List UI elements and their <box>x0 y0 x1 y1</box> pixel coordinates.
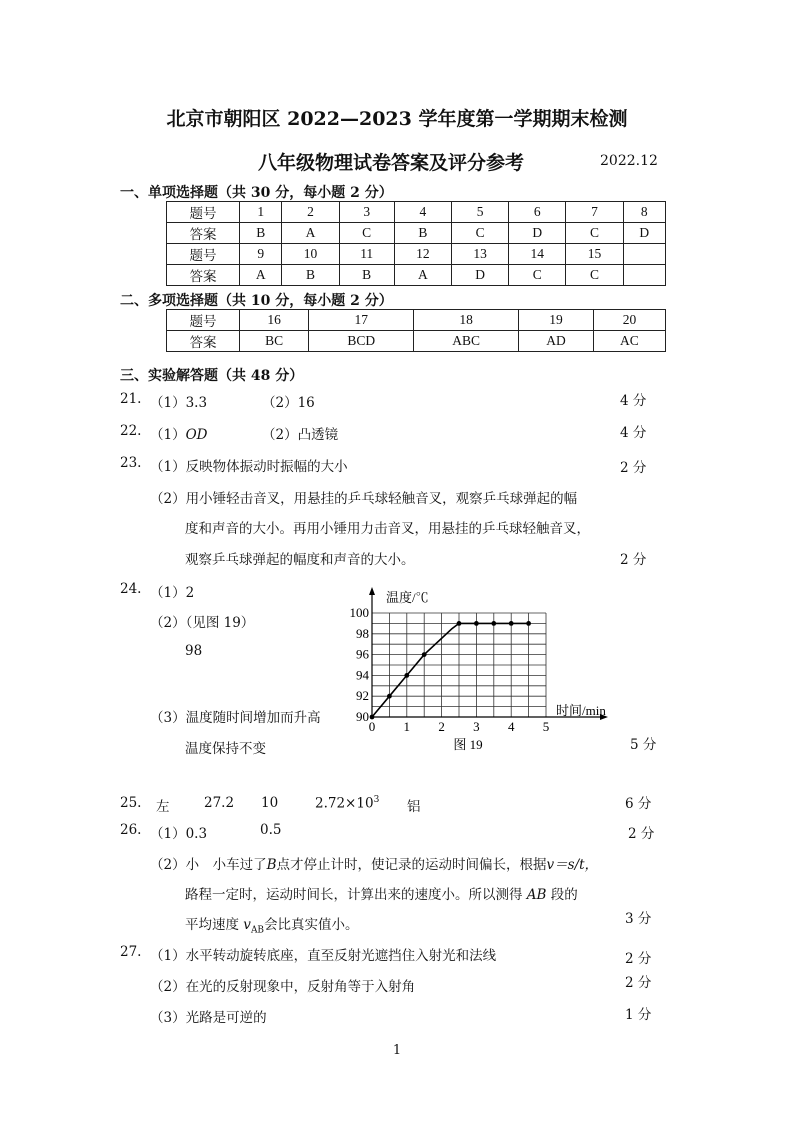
table-cell: AC <box>593 331 665 352</box>
q25-answer-d <box>315 795 379 812</box>
table-cell: D <box>623 223 665 244</box>
q26-part2-line3 <box>185 913 359 936</box>
temperature-series-line <box>372 623 529 717</box>
q26-part2-line2-end: 段的 <box>550 887 578 903</box>
q23-part2-line2: 度和声音的大小。再用小锤用力击音叉，用悬挂的乒乓球轻触音叉， <box>185 521 590 537</box>
q25-answer-c: 10 <box>261 795 279 811</box>
table-cell: 9 <box>240 244 282 265</box>
table-row <box>167 223 666 244</box>
q27-score3: 1 分 <box>625 1007 652 1023</box>
data-points <box>370 621 531 719</box>
y-axis-arrow <box>369 587 375 595</box>
table-row <box>167 265 666 286</box>
table-cell: C <box>339 223 394 244</box>
data-point <box>370 715 375 720</box>
q22-number: 22. <box>120 423 142 439</box>
q23-number: 23. <box>120 455 142 471</box>
data-point <box>422 652 427 657</box>
figure-19-chart <box>350 585 620 755</box>
q24-part2: （2）（见图 19） <box>150 615 255 631</box>
x-tick-labels <box>369 719 550 734</box>
table-cell: 6 <box>509 202 566 223</box>
q26-formula: v＝s/t， <box>546 857 599 873</box>
data-point <box>491 621 496 626</box>
q25-answer-a: 左 <box>156 799 170 815</box>
table-cell: 19 <box>519 310 594 331</box>
table-cell: C <box>566 223 623 244</box>
page-number: 1 <box>392 1043 402 1058</box>
q26-number: 26. <box>120 822 142 838</box>
table-cell: C <box>566 265 623 286</box>
table-row <box>167 331 666 352</box>
q24-part3-line2: 温度保持不变 <box>185 741 266 757</box>
q24-part3-line1: （3）温度随时间增加而升高 <box>150 710 321 726</box>
table-cell: 11 <box>339 244 394 265</box>
q26-part2-line3-pre: 平均速度 <box>185 917 239 933</box>
q27-number: 27. <box>120 944 142 960</box>
y-tick-label: 100 <box>350 605 369 620</box>
q26-part2-line3-end: 会比真实值小。 <box>264 917 359 933</box>
q25-answer-d-exp: 3 <box>373 795 380 805</box>
q21-score: 4 分 <box>620 393 647 409</box>
q25-answer-d-base: 2.72×10 <box>315 795 374 812</box>
y-tick-label: 94 <box>356 667 369 683</box>
table-cell: 7 <box>566 202 623 223</box>
q22-part1-answer: OD <box>185 427 208 443</box>
q22-part1 <box>150 423 208 443</box>
q26-speed-subscript: AB <box>250 925 265 936</box>
q27-part3: （3）光路是可逆的 <box>150 1010 267 1026</box>
table-cell: 18 <box>414 310 519 331</box>
table-cell: D <box>509 223 566 244</box>
section1-heading: 一、单项选择题（共 30 分，每小题 2 分） <box>120 185 393 201</box>
table-row <box>167 244 666 265</box>
table-cell: AD <box>519 331 594 352</box>
table-row <box>167 310 666 331</box>
table-cell: ABC <box>414 331 519 352</box>
table-cell: 13 <box>451 244 508 265</box>
y-tick-label: 90 <box>356 709 369 724</box>
q25-answer-e: 铝 <box>407 799 421 815</box>
multi-choice-table <box>166 309 666 352</box>
x-tick-label: 4 <box>507 719 515 734</box>
table-cell: 2 <box>282 202 339 223</box>
x-tick-label: 0 <box>368 719 376 734</box>
table-cell: 题号 <box>167 202 240 223</box>
table-cell <box>623 265 665 286</box>
table-cell: BCD <box>309 331 414 352</box>
q22-part1-label: （1） <box>150 427 186 443</box>
y-tick-labels <box>350 605 370 724</box>
q26-segment-ab: AB <box>526 887 547 903</box>
single-choice-table <box>166 201 666 286</box>
table-cell: 4 <box>394 202 451 223</box>
q27-score2: 2 分 <box>625 975 652 991</box>
table-cell: B <box>339 265 394 286</box>
x-tick-label: 3 <box>473 719 480 734</box>
data-point <box>387 694 392 699</box>
table-cell: 15 <box>566 244 623 265</box>
y-tick-label: 96 <box>356 646 369 662</box>
table-cell: 答案 <box>167 265 240 286</box>
table-cell: 3 <box>339 202 394 223</box>
table-cell: B <box>240 223 282 244</box>
table-cell: A <box>394 265 451 286</box>
data-point <box>509 621 514 626</box>
exam-subtitle: 八年级物理试卷答案及评分参考 <box>258 152 525 174</box>
table-cell: A <box>282 223 339 244</box>
table-cell <box>623 244 665 265</box>
q26-score2: 3 分 <box>625 911 652 927</box>
q26-part2-line2-text: 路程一定时，运动时间长，计算出来的速度小。所以测得 <box>185 887 523 903</box>
table-cell: 14 <box>509 244 566 265</box>
q27-part1: （1）水平转动旋转底座，直至反射光遮挡住入射光和法线 <box>150 948 497 964</box>
data-point <box>457 621 462 626</box>
q26-part2-line1 <box>150 853 598 873</box>
table-cell: 1 <box>240 202 282 223</box>
q22-score: 4 分 <box>620 425 647 441</box>
figure-caption: 图 19 <box>453 737 483 752</box>
table-cell: 答案 <box>167 331 240 352</box>
q25-score: 6 分 <box>625 796 652 812</box>
table-cell: B <box>282 265 339 286</box>
exam-title: 北京市朝阳区 2022—2023 学年度第一学期期末检测 <box>166 108 628 130</box>
q21-part1: （1）3.3 <box>150 395 208 411</box>
q23-part2-line3: 观察乒乓球弹起的幅度和声音的大小。 <box>185 552 415 568</box>
q25-number: 25. <box>120 795 142 811</box>
q21-part2: （2）16 <box>262 395 315 411</box>
exam-date: 2022.12 <box>600 153 658 169</box>
data-point <box>526 621 531 626</box>
x-tick-label: 5 <box>542 719 550 734</box>
table-cell: D <box>451 265 508 286</box>
table-cell: 题号 <box>167 244 240 265</box>
q26-speed-symbol: v <box>243 917 251 933</box>
table-cell: C <box>509 265 566 286</box>
q24-part2-answer: 98 <box>185 643 203 659</box>
y-tick-label: 98 <box>356 625 369 641</box>
table-row <box>167 202 666 223</box>
q26-score1: 2 分 <box>628 826 655 842</box>
q23-score1: 2 分 <box>620 460 647 476</box>
q26-part1: （1）0.3 <box>150 826 208 842</box>
q22-part2: （2）凸透镜 <box>262 427 339 443</box>
chart-grid <box>372 613 546 717</box>
q26-part2-line2 <box>185 883 578 903</box>
table-cell: 20 <box>593 310 665 331</box>
table-cell: 12 <box>394 244 451 265</box>
x-tick-label: 2 <box>438 719 445 734</box>
table-cell: 16 <box>240 310 309 331</box>
table-cell: 17 <box>309 310 414 331</box>
table-cell: 题号 <box>167 310 240 331</box>
q24-part1: （1）2 <box>150 585 195 601</box>
q27-part2: （2）在光的反射现象中，反射角等于入射角 <box>150 979 416 995</box>
q26-part2-pre: （2）小 小车过了 <box>150 857 267 873</box>
table-cell: 答案 <box>167 223 240 244</box>
x-axis-label: 时间/min <box>556 703 606 718</box>
x-tick-label: 1 <box>403 719 411 734</box>
q25-answer-b: 27.2 <box>204 795 235 811</box>
y-axis-label: 温度/℃ <box>386 590 429 605</box>
table-cell: C <box>451 223 508 244</box>
section3-heading: 三、实验解答题（共 48 分） <box>120 368 304 384</box>
table-cell: A <box>240 265 282 286</box>
q23-score2: 2 分 <box>620 552 647 568</box>
q26-part2-mid: 点才停止计时，使记录的运动时间偏长，根据 <box>276 857 547 873</box>
y-tick-label: 92 <box>356 688 369 704</box>
q24-score: 5 分 <box>630 737 657 753</box>
section2-heading: 二、多项选择题（共 10 分，每小题 2 分） <box>120 293 393 309</box>
q23-part2-line1: （2）用小锤轻击音叉，用悬挂的乒乓球轻触音叉，观察乒乓球弹起的幅 <box>150 491 578 507</box>
data-point <box>404 673 409 678</box>
data-point <box>474 621 479 626</box>
table-cell: 8 <box>623 202 665 223</box>
table-cell: B <box>394 223 451 244</box>
q26-point-b: B <box>266 857 277 873</box>
q21-number: 21. <box>120 391 142 407</box>
table-cell: 10 <box>282 244 339 265</box>
table-cell: 5 <box>451 202 508 223</box>
q23-part1: （1）反映物体振动时振幅的大小 <box>150 459 348 475</box>
table-cell: BC <box>240 331 309 352</box>
q24-number: 24. <box>120 581 142 597</box>
q26-part1-second: 0.5 <box>260 822 282 838</box>
q27-score1: 2 分 <box>625 951 652 967</box>
